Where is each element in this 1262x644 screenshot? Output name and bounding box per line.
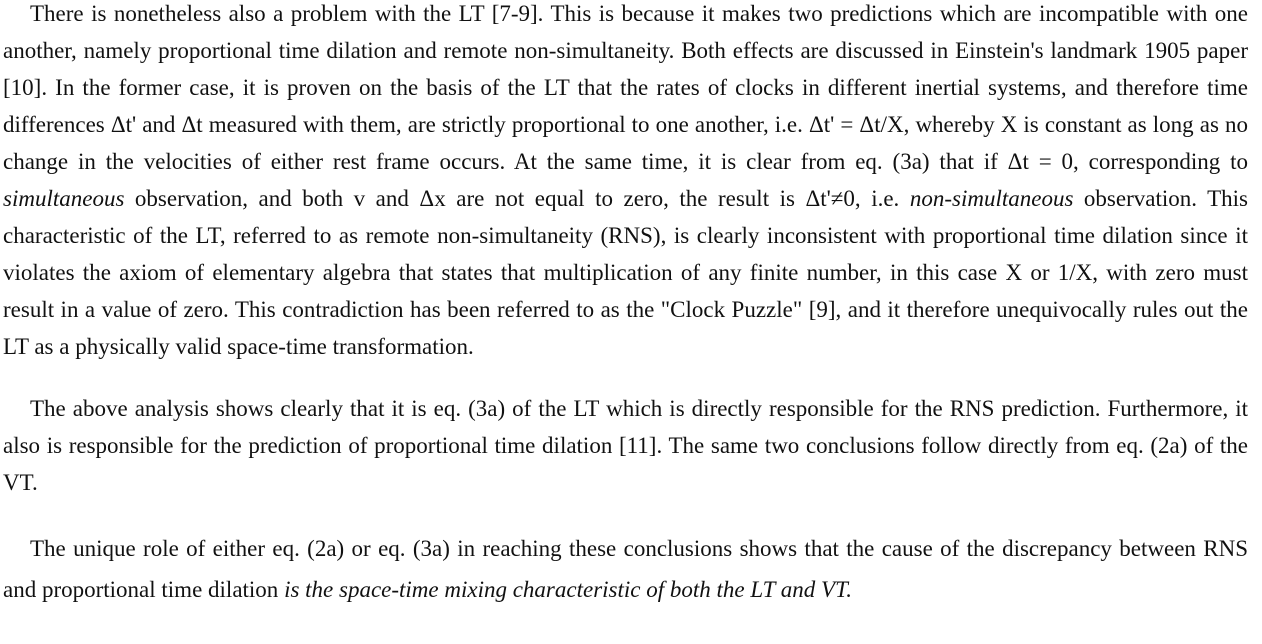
italic-term-simultaneous: simultaneous xyxy=(3,186,125,211)
italic-term-non-simultaneous: non-simultaneous xyxy=(909,186,1074,211)
text-segment: The unique role of either eq. (2a) or eq. (3a) in reaching these conclusions shows that the cause of the discrepancy between RNS and proportional time dilation xyxy=(3,536,1248,602)
paragraph-analysis xyxy=(3,390,1248,501)
text-segment: observation. This characteristic of the LT, referred to as remote non-simultaneity (RNS), is clearly inconsistent with proportional time dilation since it violates the axiom of elementary algebra that states that multiplication of any finite number, in this case X or 1/X, with zero must result in a value of zero. This contradiction has been referred to as the "Clock Puzzle" [9], and it therefore unequivocally rules out the LT as a physically valid space-time transformation. xyxy=(3,186,1248,359)
text-segment: There is nonetheless also a problem with the LT [7-9]. This is because it makes two predictions which are incompatible with one another, namely proportional time dilation and remote non-simultaneity. Both effects are discussed in Einstein's landmark 1905 paper [10]. In the former case, it is proven on the basis of the LT that the rates of clocks in different inertial systems, and therefore time differences Δt' and Δt measured with them, are strictly proportional to one another, i.e. Δt' = Δt/X, whereby X is constant as long as no change in the velocities of either rest frame occurs. At the same time, it is clear from eq. (3a) that if Δt = 0, corresponding to xyxy=(3,1,1248,174)
text-segment: observation, and both v and Δx are not equal to zero, the result is Δt'≠0, i.e. xyxy=(124,186,910,211)
paragraph-clock-puzzle xyxy=(3,0,1248,365)
document-page xyxy=(3,0,1248,610)
text-segment: The above analysis shows clearly that it is eq. (3a) of the LT which is directly responsible for the RNS prediction. Furthermore, it also is responsible for the prediction of proportional time dilation [11]. The same two conclusions follow directly from eq. (2a) of the VT. xyxy=(3,396,1248,495)
italic-conclusion: is the space-time mixing characteristic of both the LT and VT. xyxy=(284,577,852,602)
paragraph-conclusion xyxy=(3,528,1248,610)
